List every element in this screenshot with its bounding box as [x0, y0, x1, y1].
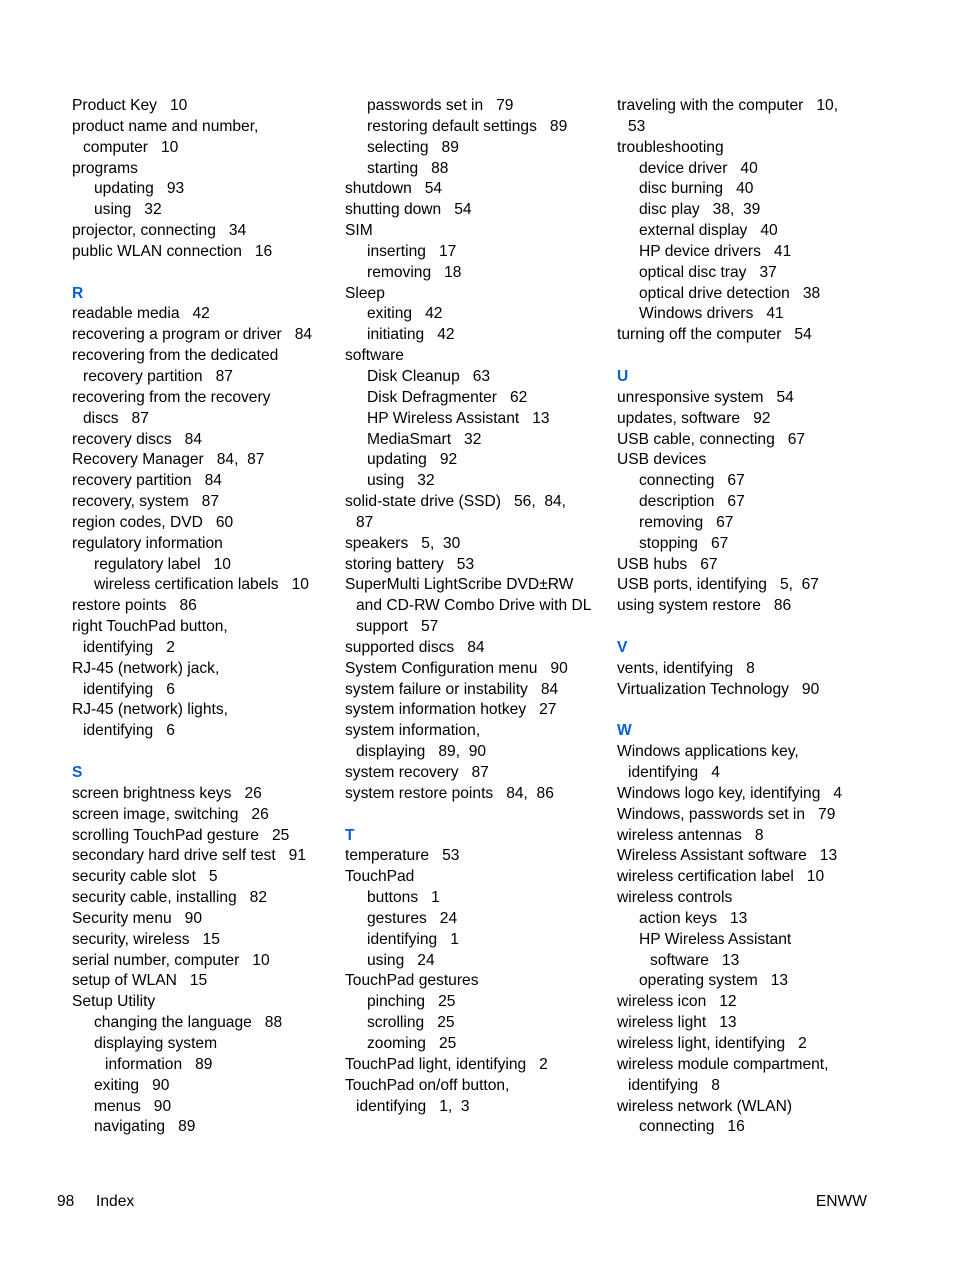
index-subentry: scrolling 25 — [367, 1014, 455, 1032]
index-subentry: updating 93 — [94, 180, 185, 198]
index-section-heading: V — [617, 638, 628, 656]
index-entry: system failure or instability 84 — [345, 680, 559, 698]
index-subentry: optical disc tray 37 — [639, 263, 777, 281]
index-entry: TouchPad — [345, 868, 415, 886]
index-entry: shutdown 54 — [345, 180, 443, 198]
index-subentry: support 57 — [356, 618, 439, 636]
index-entry: traveling with the computer 10, — [617, 97, 839, 114]
footer-section: Index — [96, 1193, 135, 1210]
index-subentry: identifying 4 — [628, 764, 720, 781]
section-gap — [345, 805, 607, 826]
index-subentry: gestures 24 — [367, 909, 458, 927]
index-subentry: identifying 1, 3 — [356, 1097, 470, 1115]
index-subentry: HP Wireless Assistant 13 — [367, 409, 550, 427]
page-footer-left — [57, 1192, 134, 1212]
index-entry: Setup Utility — [72, 993, 156, 1011]
index-entry: TouchPad light, identifying 2 — [345, 1055, 548, 1073]
index-entry: shutting down 54 — [345, 201, 472, 219]
index-subentry: displaying 89, 90 — [356, 743, 487, 761]
index-entry: security, wireless 15 — [72, 930, 220, 948]
index-entry: wireless controls — [617, 889, 733, 907]
index-subentry: software 13 — [650, 951, 740, 969]
index-subentry: removing 67 — [639, 513, 734, 531]
index-entry: system information hotkey 27 — [345, 701, 557, 719]
index-subentry: buttons 1 — [367, 889, 440, 907]
index-subentry: HP Wireless Assistant — [639, 930, 792, 948]
index-subentry: disc play 38, 39 — [639, 201, 761, 219]
index-entry: public WLAN connection 16 — [72, 242, 273, 260]
index-entry: TouchPad on/off button, — [345, 1076, 510, 1094]
index-entry: readable media 42 — [72, 305, 210, 323]
index-subentry: using 32 — [94, 201, 162, 219]
index-entry: storing battery 53 — [345, 555, 475, 573]
index-subentry: MediaSmart 32 — [367, 430, 482, 448]
index-entry: Wireless Assistant software 13 — [617, 847, 838, 865]
index-entry: recovery discs 84 — [72, 430, 202, 448]
index-subentry: using 24 — [367, 951, 435, 969]
index-entry: security cable slot 5 — [72, 868, 218, 886]
index-subentry: initiating 42 — [367, 326, 455, 344]
index-entry: USB hubs 67 — [617, 555, 718, 573]
index-subentry: removing 18 — [367, 263, 462, 281]
index-subentry: exiting 90 — [94, 1076, 170, 1094]
index-entry: RJ-45 (network) jack, — [72, 659, 220, 677]
index-entry: programs — [72, 159, 138, 177]
index-entry: updates, software 92 — [617, 409, 771, 427]
index-subentry: identifying 2 — [83, 638, 175, 656]
index-entry: regulatory information — [72, 534, 223, 552]
index-entry: Sleep — [345, 284, 385, 302]
index-subentry: 87 — [356, 513, 374, 531]
index-subentry: 53 — [628, 117, 646, 135]
index-entry: recovery, system 87 — [72, 493, 220, 511]
index-entry: product name and number, — [72, 117, 259, 135]
index-entry: system recovery 87 — [345, 764, 489, 781]
index-entry: wireless module compartment, — [617, 1055, 829, 1073]
index-entry: wireless network (WLAN) — [617, 1097, 793, 1115]
page-number: 98 — [57, 1193, 75, 1210]
index-entry: recovering a program or driver 84 — [72, 326, 313, 344]
section-gap — [617, 617, 879, 638]
index-entry: security cable, installing 82 — [72, 889, 268, 907]
index-entry: USB devices — [617, 451, 707, 469]
index-column-2 — [345, 96, 607, 1117]
index-entry: troubleshooting — [617, 138, 724, 156]
index-subentry: connecting 67 — [639, 472, 745, 490]
index-entry: turning off the computer 54 — [617, 326, 812, 344]
index-subentry: information 89 — [105, 1055, 213, 1073]
index-subentry: external display 40 — [639, 222, 778, 240]
index-subentry: Disk Defragmenter 62 — [367, 388, 528, 406]
index-entry: screen brightness keys 26 — [72, 784, 262, 802]
index-subentry: navigating 89 — [94, 1118, 196, 1136]
index-entry: SuperMulti LightScribe DVD±RW — [345, 576, 574, 594]
index-entry: TouchPad gestures — [345, 972, 479, 990]
index-entry: speakers 5, 30 — [345, 534, 461, 552]
index-section-heading: S — [72, 764, 83, 781]
index-subentry: Windows drivers 41 — [639, 305, 784, 323]
section-gap — [617, 346, 879, 367]
index-subentry: selecting 89 — [367, 138, 459, 156]
index-subentry: identifying 6 — [83, 722, 175, 740]
index-subentry: passwords set in 79 — [367, 97, 514, 114]
index-subentry: using 32 — [367, 472, 435, 490]
index-entry: recovering from the dedicated — [72, 347, 279, 365]
index-entry: wireless light, identifying 2 — [617, 1034, 807, 1052]
index-entry: system restore points 84, 86 — [345, 784, 554, 802]
index-subentry: stopping 67 — [639, 534, 729, 552]
index-section-heading: W — [617, 722, 632, 740]
index-entry: system information, — [345, 722, 481, 740]
index-entry: wireless icon 12 — [617, 993, 737, 1011]
index-subentry: HP device drivers 41 — [639, 242, 792, 260]
index-entry: wireless certification label 10 — [617, 868, 825, 886]
index-subentry: connecting 16 — [639, 1118, 745, 1136]
index-subentry: and CD-RW Combo Drive with DL — [356, 597, 592, 615]
index-entry: wireless antennas 8 — [617, 826, 764, 844]
index-entry: Windows applications key, — [617, 743, 799, 761]
index-subentry: device driver 40 — [639, 159, 758, 177]
index-entry: USB ports, identifying 5, 67 — [617, 576, 819, 594]
footer-code: ENWW — [815, 1193, 867, 1210]
index-entry: region codes, DVD 60 — [72, 513, 234, 531]
section-gap — [72, 742, 334, 763]
index-entry: Product Key 10 — [72, 97, 188, 114]
index-entry: Windows logo key, identifying 4 — [617, 784, 843, 802]
index-subentry: disc burning 40 — [639, 180, 754, 198]
index-entry: vents, identifying 8 — [617, 659, 755, 677]
index-entry: software — [345, 347, 404, 365]
index-subentry: recovery partition 87 — [83, 367, 233, 385]
index-entry: scrolling TouchPad gesture 25 — [72, 826, 290, 844]
index-subentry: menus 90 — [94, 1097, 172, 1115]
index-subentry: identifying 8 — [628, 1076, 720, 1094]
index-subentry: updating 92 — [367, 451, 458, 469]
index-subentry: displaying system — [94, 1034, 218, 1052]
index-entry: setup of WLAN 15 — [72, 972, 208, 990]
section-gap — [617, 700, 879, 721]
index-entry: Recovery Manager 84, 87 — [72, 451, 265, 469]
index-column-3 — [617, 96, 879, 1138]
index-entry: SIM — [345, 222, 373, 240]
index-entry: right TouchPad button, — [72, 618, 228, 636]
index-entry: screen image, switching 26 — [72, 805, 269, 823]
index-subentry: regulatory label 10 — [94, 555, 231, 573]
index-subentry: changing the language 88 — [94, 1014, 283, 1032]
index-subentry: inserting 17 — [367, 242, 457, 260]
index-entry: RJ-45 (network) lights, — [72, 701, 228, 719]
index-subentry: starting 88 — [367, 159, 449, 177]
index-entry: using system restore 86 — [617, 597, 792, 615]
index-entry: Windows, passwords set in 79 — [617, 805, 836, 823]
index-entry: recovery partition 84 — [72, 472, 222, 490]
index-entry: wireless light 13 — [617, 1014, 737, 1032]
index-subentry: description 67 — [639, 493, 745, 511]
index-subentry: Disk Cleanup 63 — [367, 367, 491, 385]
index-entry: recovering from the recovery — [72, 388, 271, 406]
index-entry: Security menu 90 — [72, 909, 203, 927]
index-entry: restore points 86 — [72, 597, 197, 615]
index-entry: System Configuration menu 90 — [345, 659, 568, 677]
index-entry: supported discs 84 — [345, 638, 485, 656]
index-subentry: optical drive detection 38 — [639, 284, 821, 302]
index-entry: unresponsive system 54 — [617, 388, 794, 406]
index-subentry: zooming 25 — [367, 1034, 457, 1052]
index-section-heading: R — [72, 284, 84, 302]
index-subentry: pinching 25 — [367, 993, 456, 1011]
index-entry: Virtualization Technology 90 — [617, 680, 820, 698]
index-subentry: discs 87 — [83, 409, 149, 427]
index-subentry: identifying 6 — [83, 680, 175, 698]
index-section-heading: U — [617, 367, 629, 385]
index-subentry: exiting 42 — [367, 305, 443, 323]
index-entry: temperature 53 — [345, 847, 460, 865]
index-entry: USB cable, connecting 67 — [617, 430, 806, 448]
index-subentry: operating system 13 — [639, 972, 789, 990]
index-entry: secondary hard drive self test 91 — [72, 847, 307, 865]
section-gap — [72, 263, 334, 284]
index-entry: serial number, computer 10 — [72, 951, 270, 969]
index-subentry: identifying 1 — [367, 930, 459, 948]
index-subentry: computer 10 — [83, 138, 179, 156]
index-entry: projector, connecting 34 — [72, 222, 247, 240]
index-entry: solid-state drive (SSD) 56, 84, — [345, 493, 567, 511]
index-section-heading: T — [345, 826, 355, 844]
index-subentry: action keys 13 — [639, 909, 748, 927]
index-subentry: restoring default settings 89 — [367, 117, 568, 135]
index-column-1 — [72, 96, 334, 1138]
index-subentry: wireless certification labels 10 — [94, 576, 309, 594]
